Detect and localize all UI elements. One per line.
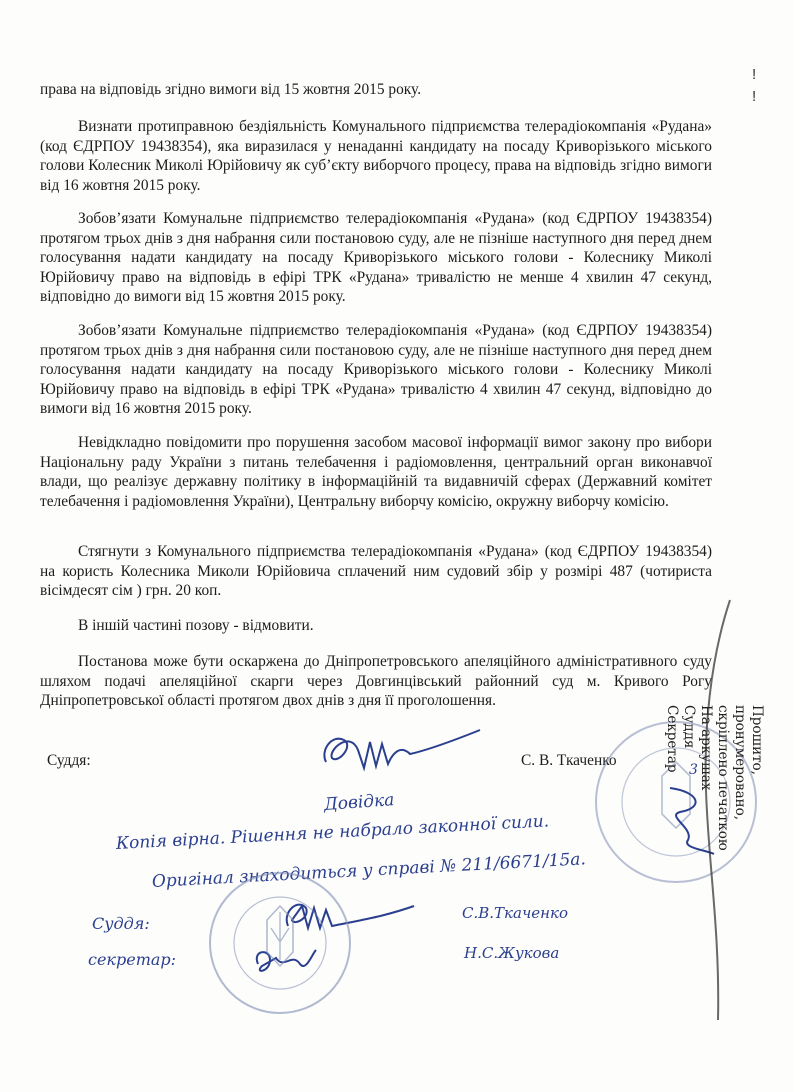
paragraph-1 [40, 117, 712, 195]
paragraph-text: Зобов’язати Комунальне підприємство телерадіокомпанія «Рудана» (код ЄДРПОУ 19438354) протягом трьох днів з дня набрання сили постановою суду, але не пізніше наступного дня перед днем голосування надати кандидату на посаду Криворізького міського голови - Колеснику Миколі Юрійовичу право на відповідь в ефірі ТРК «Рудана» тривалістю 4 хвилин 47 секунд, відповідно до вимоги від 16 жовтня 2015 року. [40, 322, 712, 418]
paragraph-text: Невідкладно повідомити про порушення засобом масової інформації вимог закону про вибори Національну раду України з питань телебачення і радіомовлення, центральний орган виконавчої влади, що реалізує державну політику в інформаційній та видавничій сферах (Державний комітет телебачення і радіомовлення України), Центральну виборчу комісію, окружну виборчу комісію. [40, 434, 712, 510]
paragraph-2 [40, 209, 712, 307]
paragraph-3 [40, 321, 712, 419]
paragraph-text: права на відповідь згідно вимоги від 15 жовтня 2015 року. [40, 81, 422, 98]
handwritten-line-2: Оригінал знаходиться у справі № 211/6671/15а. [151, 849, 587, 892]
judge-name: С. В. Ткаченко [521, 752, 617, 769]
handwritten-secretary-name: Н.С.Жукова [464, 944, 560, 962]
paragraph-text: Стягнути з Комунального підприємства телерадіокомпанія «Рудана» (код ЄДРПОУ 19438354) на користь Колесника Миколи Юрійовича сплачений ним судовий збір у розмірі 487 (чотириста вісімдесят сім ) грн. 20 коп. [40, 543, 712, 600]
judge-label: Суддя: [47, 752, 91, 769]
binding-thread [700, 600, 740, 1020]
judge-signature [318, 720, 488, 780]
handwritten-secretary-label: секретар: [88, 950, 177, 969]
binding-stamp-line: пронумеровано, [732, 705, 748, 821]
binding-stamp-line: Прошито, [749, 705, 765, 775]
binding-stamp-line: На аркушах [698, 705, 714, 791]
paragraph-text: Визнати протиправною бездіяльність Комунального підприємства телерадіокомпанія «Рудана» (код ЄДРПОУ 19438354), яка виразилася у ненаданні кандидату на посаду Криворізького міського голови Колесник Миколі Юрійовичу як суб’єкту виборчого процесу, права на відповідь згідно вимоги від 16 жовтня 2015 року. [40, 118, 712, 194]
paragraph-0 [40, 80, 712, 100]
paragraph-4 [40, 433, 712, 511]
handwritten-title: Довідка [323, 790, 395, 815]
handwritten-judge-label: Суддя: [92, 914, 150, 933]
paragraph-text: Зобов’язати Комунальне підприємство телерадіокомпанія «Рудана» (код ЄДРПОУ 19438354) протягом трьох днів з дня набрання сили постановою суду, але не пізніше наступного дня перед днем голосування надати кандидату на посаду Криворізького міського голови - Колеснику Миколі Юрійовичу право на відповідь в ефірі ТРК «Рудана» тривалістю не менше 4 хвилин 47 секунд, відповідно до вимоги від 15 жовтня 2015 року. [40, 210, 712, 306]
handwritten-line-1: Копія вірна. Рішення не набрало законної сили. [115, 811, 550, 854]
paragraph-6 [40, 616, 712, 636]
paragraph-text: Постанова може бути оскаржена до Дніпропетровського апеляційного адміністративного суду шляхом подачі апеляційної скарги через Довгинцівський районний суд м. Кривого Рогу Дніпропетровської області протягом двох днів з дня її проголошення. [40, 653, 712, 710]
binding-stamp-line: Суддя [681, 705, 697, 749]
binding-stamp-line: скріплено печаткою [715, 705, 731, 851]
handwritten-judge-name: С.В.Ткаченко [462, 904, 569, 922]
margin-mark: ! [752, 66, 757, 83]
paragraph-5 [40, 542, 712, 601]
binding-stamp-count: 3 [689, 762, 698, 778]
paragraph-7 [40, 652, 712, 711]
paragraph-text: В іншій частині позову - відмовити. [78, 617, 314, 634]
margin-mark: ! [752, 88, 757, 105]
binding-stamp-line: Секретар [664, 705, 680, 773]
court-seal [205, 868, 355, 1018]
